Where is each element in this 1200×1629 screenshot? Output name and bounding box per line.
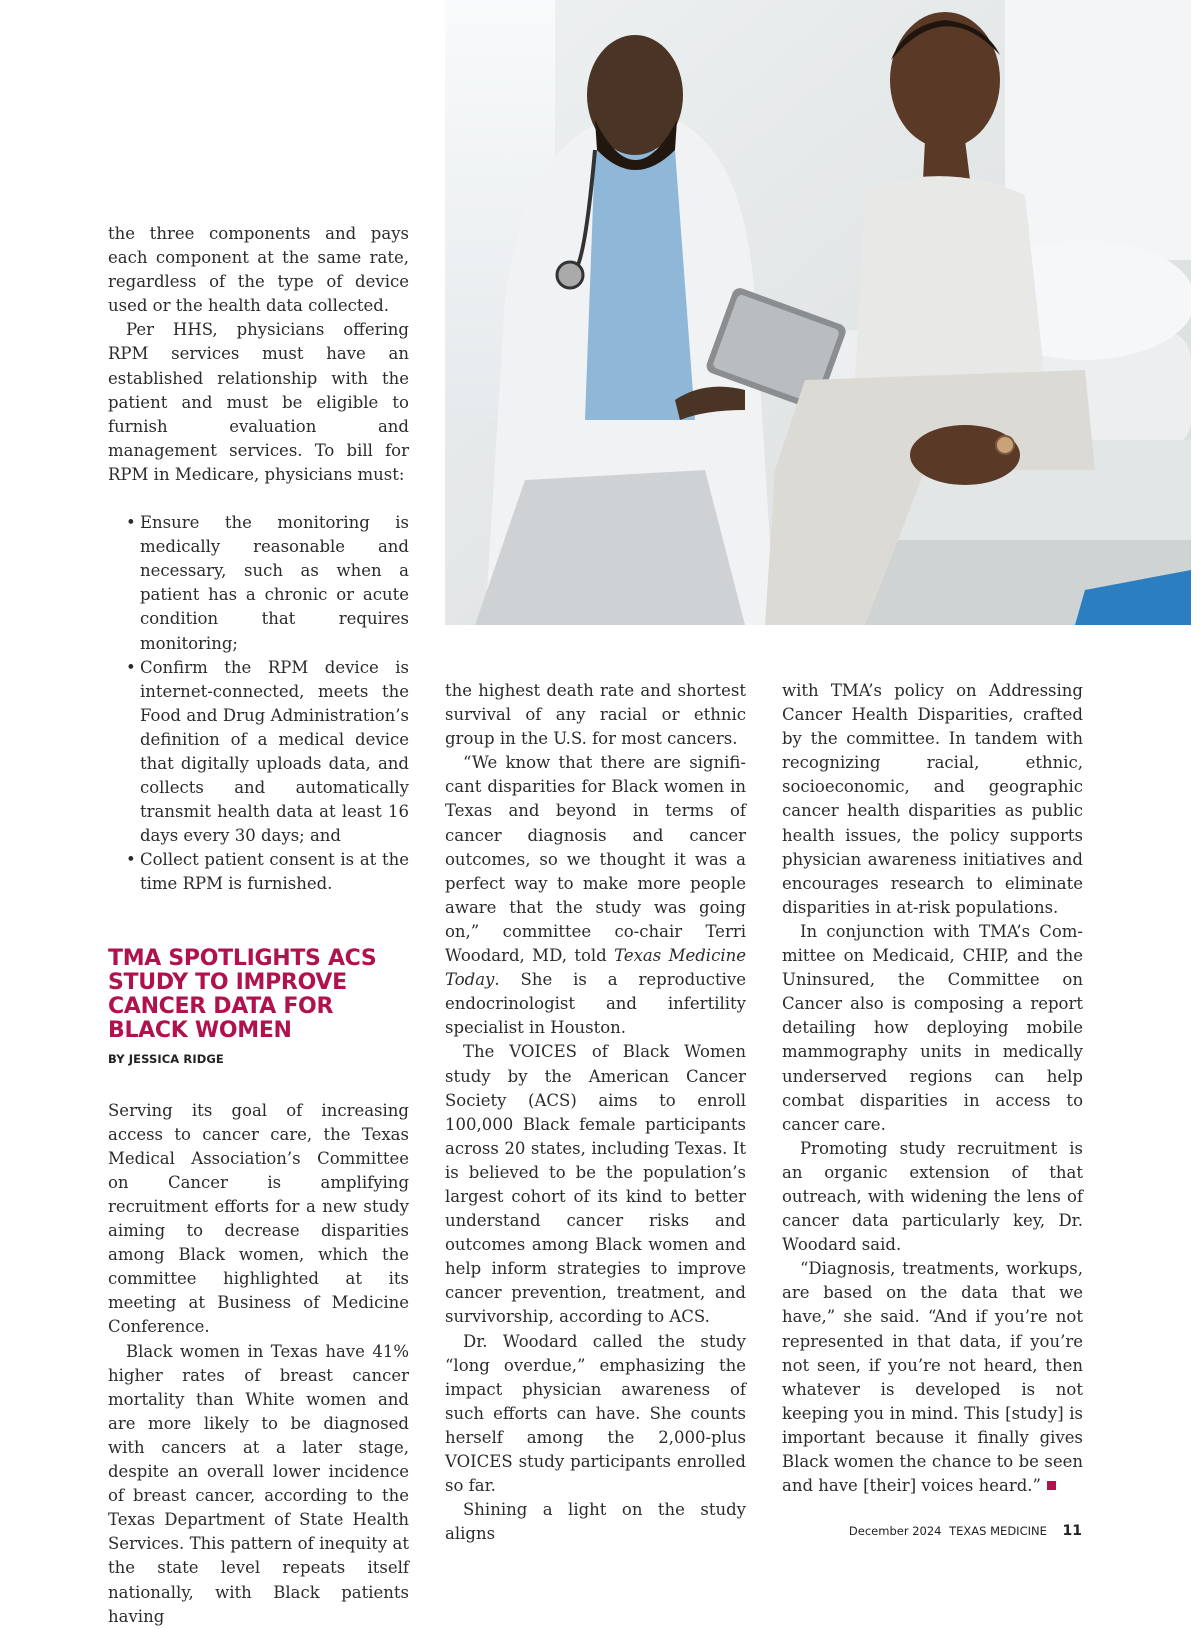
paragraph: Serving its goal of increasing access to cancer care, the Texas Medical Association’s Committee on Cancer is amplifying recruitment efforts for a new study aiming to decrease disparities among Black women, which the committee highlighted at its meeting at Business of Medicine Conference.: [108, 1100, 409, 1337]
article-headline: TMA SPOTLIGHTS ACS STUDY TO IMPROVE CANCER DATA FOR BLACK WOMEN: [108, 945, 377, 1043]
doctor-patient-illustration: [445, 0, 1191, 625]
list-item: • Collect patient consent is at the time RPM is furnished.: [126, 850, 409, 894]
paragraph: Black women in Texas have 41% higher rates of breast cancer mortality than White women and are more likely to be diagnosed with cancers at a later stage, despite an overall lower incidence of breast cancer, according to the Texas Department of State Health Services. This pattern of inequity at the state level repeats itself nationally, with Black patients having: [108, 1341, 409, 1626]
column-3: [782, 679, 1083, 1498]
end-mark-icon: [1047, 1481, 1056, 1490]
paragraph: Promoting study recruitment is an organic extension of that outreach, with widening the lens of cancer data particularly key, Dr. Woodard said.: [782, 1138, 1083, 1255]
paragraph: with TMA’s policy on Addressing Cancer Health Disparities, crafted by the committee. In tandem with recognizing racial, ethnic, socioeconomic, and geographic cancer health disparities as public health issues, the policy supports physician awareness initiatives and encourages research to eliminate disparities in at-risk populations.: [782, 681, 1083, 917]
page-footer: [849, 1523, 1082, 1539]
article-photo: [445, 0, 1191, 625]
paragraph: “We know that there are significant disparities for Black women in Texas and beyond in terms of cancer diagnosis and cancer outcomes, so we thought it was a perfect way to make more people aware that the study was going on,” committee co-chair Terri Woodard, MD, told Texas Medicine Today. She is a reproductive endocrinologist and infertility specialist in Houston.: [445, 753, 746, 1038]
column-1: [108, 222, 409, 1629]
byline: BY JESSICA RIDGE: [108, 1051, 224, 1066]
bullet-icon: •: [126, 850, 136, 870]
list-item: • Confirm the RPM device is internet-connected, meets the Food and Drug Administration’s definition of a medical device that digitally uploads data, and collects and automatically transmit health data at least 16 days every 30 days; and: [126, 657, 409, 846]
paragraph: In conjunction with TMA’s Committee on Medicaid, CHIP, and the Uninsured, the Committee on Cancer also is composing a report detailing how deploying mobile mammography units in medically underserved regions can help combat disparities in access to cancer care.: [782, 921, 1083, 1134]
paragraph: The VOICES of Black Women study by the American Cancer Society (ACS) aims to enroll 100,000 Black female participants across 20 states, including Texas. It is believed to be the population’s largest cohort of its kind to better understand cancer risks and outcomes among Black women and help inform strategies to improve cancer prevention, treatment, and survivorship, according to ACS.: [445, 1042, 746, 1327]
bullet-icon: •: [126, 657, 136, 677]
publication-title: Texas Medicine Today: [445, 946, 746, 990]
issue-date: December 2024: [848, 1524, 942, 1538]
paragraph: Dr. Woodard called the study “long overdue,” emphasizing the impact physician awareness of such efforts can have. She counts herself among the 2,000-plus VOICES study participants enrolled so far.: [445, 1331, 746, 1496]
column-2: [445, 679, 746, 1546]
paragraph: the three components and pays each component at the same rate, regardless of the type of device used or the health data collected.: [108, 224, 409, 316]
bullet-icon: •: [126, 513, 136, 533]
publication-name: TEXAS MEDICINE: [949, 1524, 1047, 1538]
paragraph: the highest death rate and shortest survival of any racial or ethnic group in the U.S. for most cancers.: [445, 681, 746, 749]
paragraph: Per HHS, physicians offering RPM services must have an established relationship with the patient and must be eligible to furnish evaluation and management services. To bill for RPM in Medicare, physicians must:: [108, 320, 409, 484]
paragraph: Shining a light on the study aligns: [445, 1500, 746, 1544]
page-number: 11: [1062, 1523, 1082, 1539]
list-item: • Ensure the monitoring is medically reasonable and necessary, such as when a patient has a chronic or acute condition that requires monitoring;: [126, 513, 409, 653]
bullet-list: [108, 511, 409, 897]
paragraph: “Diagnosis, treatments, workups, are based on the data that we have,” she said. “And if you’re not represented in that data, if you’re not seen, if you’re not heard, then whatever is developed is not keeping you in mind. This [study] is important because it finally gives Black women the chance to be seen and have [their] voices heard.”: [782, 1259, 1083, 1496]
